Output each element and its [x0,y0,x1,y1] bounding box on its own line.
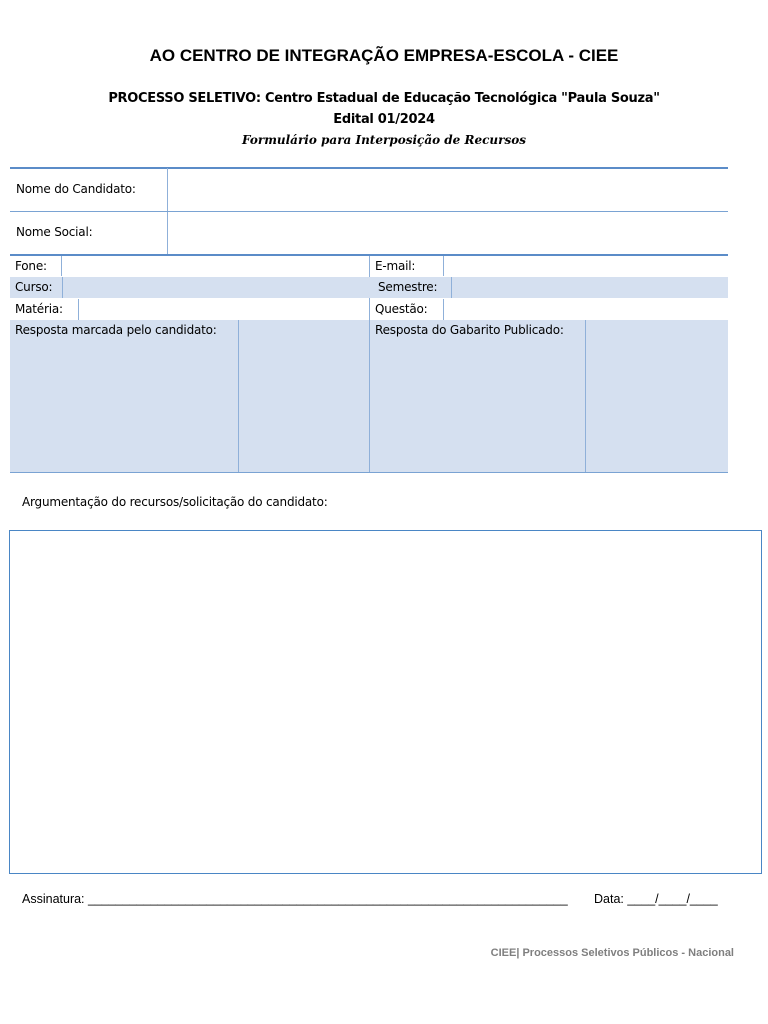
question-field[interactable] [445,300,727,319]
published-answer-divider [585,320,586,472]
subject-divider [78,299,79,320]
semester-label: Semestre: [378,280,438,294]
edital-number: Edital 01/2024 [333,112,435,127]
course-label: Curso: [15,280,53,294]
answers-center-divider [369,320,370,472]
argument-textarea[interactable] [9,530,762,874]
signature-line: Assinatura: _____________________________________________________________________ [22,892,568,906]
email-field[interactable] [444,257,727,276]
argument-label: Argumentação do recursos/solicitação do candidato: [22,495,328,509]
question-label: Questão: [375,302,428,316]
semester-field[interactable] [453,278,727,297]
phone-field[interactable] [62,257,368,276]
course-field[interactable] [64,278,368,297]
candidate-name-label: Nome do Candidato: [16,182,136,196]
phone-label: Fone: [15,259,47,273]
footer-text: CIEE| Processos Seletivos Públicos - Nacional [490,947,734,959]
form-name: Formulário para Interposição de Recursos [242,133,526,147]
process-title: PROCESSO SELETIVO: Centro Estadual de Educação Tecnológica "Paula Souza" [108,91,660,106]
semester-divider [451,277,452,298]
social-name-label: Nome Social: [16,225,93,239]
candidate-name-field[interactable] [168,169,727,210]
published-answer-field[interactable] [587,321,727,471]
candidate-answer-divider [238,320,239,472]
table-bottom-border [10,472,728,473]
social-name-field[interactable] [168,213,727,254]
row-divider [10,211,728,212]
published-answer-label: Resposta do Gabarito Publicado: [375,323,564,337]
question-divider [443,299,444,320]
subject-label: Matéria: [15,302,63,316]
document-title: AO CENTRO DE INTEGRAÇÃO EMPRESA-ESCOLA - CIEE [149,46,619,65]
date-line: Data: ____/____/____ [594,892,718,906]
course-divider [62,277,63,298]
candidate-answer-label: Resposta marcada pelo candidato: [15,323,217,337]
subject-field[interactable] [80,300,368,319]
candidate-answer-field[interactable] [240,321,368,471]
email-label: E-mail: [375,259,416,273]
